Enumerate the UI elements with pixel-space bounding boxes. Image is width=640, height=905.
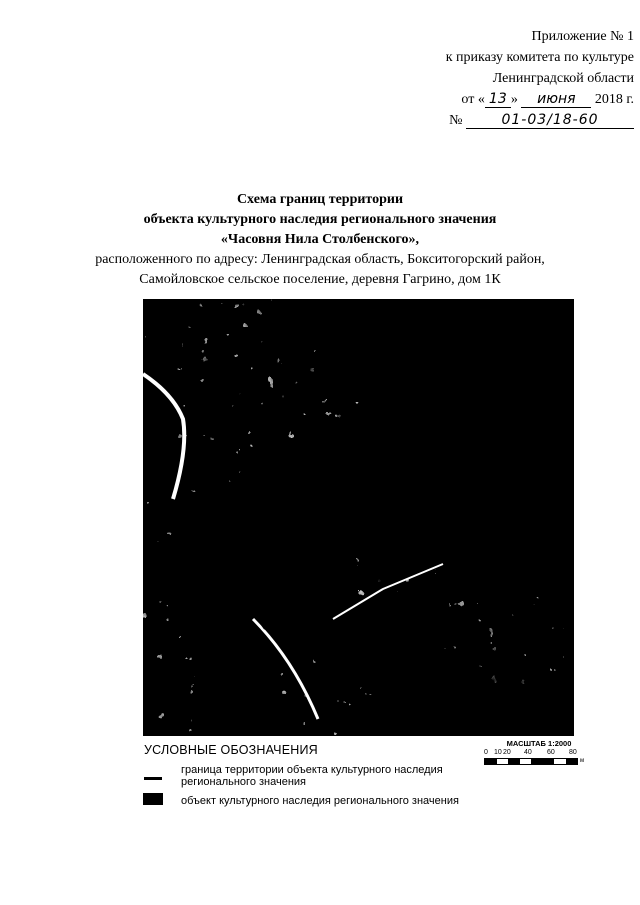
scale-tick: 20	[503, 749, 511, 756]
scale-tick: 0	[484, 749, 488, 756]
handwritten-month: июня	[521, 92, 591, 108]
appendix-number: № 01-03/18-60	[334, 110, 634, 131]
scale-unit: м	[580, 758, 585, 764]
title-line-1: Схема границ территории	[236, 192, 404, 207]
scale-tick: 10	[494, 749, 502, 756]
scale-title: МАСШТАБ 1:2000	[506, 739, 572, 748]
scale-tick: 80	[569, 749, 577, 756]
appendix-title: Приложение № 1	[531, 29, 634, 44]
legend-boundary-symbol	[144, 777, 162, 780]
map-terrain	[143, 299, 574, 736]
appendix-region: Ленинградской области	[492, 71, 634, 86]
title-line-3: «Часовня Нила Столбенского»,	[220, 232, 420, 247]
handwritten-day: 13	[485, 92, 511, 108]
scale-tick: 40	[524, 749, 532, 756]
scale-ticks	[484, 748, 594, 758]
legend-object-label: объект культурного наследия регионального значения	[181, 795, 459, 807]
handwritten-number: 01-03/18-60	[466, 113, 634, 129]
scale-bar	[484, 739, 594, 765]
appendix-date: от « 13 » июня 2018 г.	[461, 91, 634, 107]
appendix-header	[334, 26, 634, 131]
legend-title: УСЛОВНЫЕ ОБОЗНАЧЕНИЯ	[144, 743, 318, 757]
title-address-1: расположенного по адресу: Ленинградская область, Бокситогорский район,	[95, 252, 545, 267]
scale-tick: 60	[547, 749, 555, 756]
appendix-order-ref: к приказу комитета по культуре	[445, 50, 634, 65]
legend-boundary-label: граница территории объекта культурного наследия регионального значения	[181, 764, 443, 788]
scale-bar-graphic	[484, 758, 578, 765]
legend-object-symbol	[143, 793, 163, 805]
title-line-2: объекта культурного наследия регионального значения	[143, 212, 497, 227]
document-title	[0, 190, 640, 290]
title-address-2: Самойловское сельское поселение, деревня Гагрино, дом 1К	[139, 272, 501, 287]
satellite-map-image	[143, 299, 574, 736]
